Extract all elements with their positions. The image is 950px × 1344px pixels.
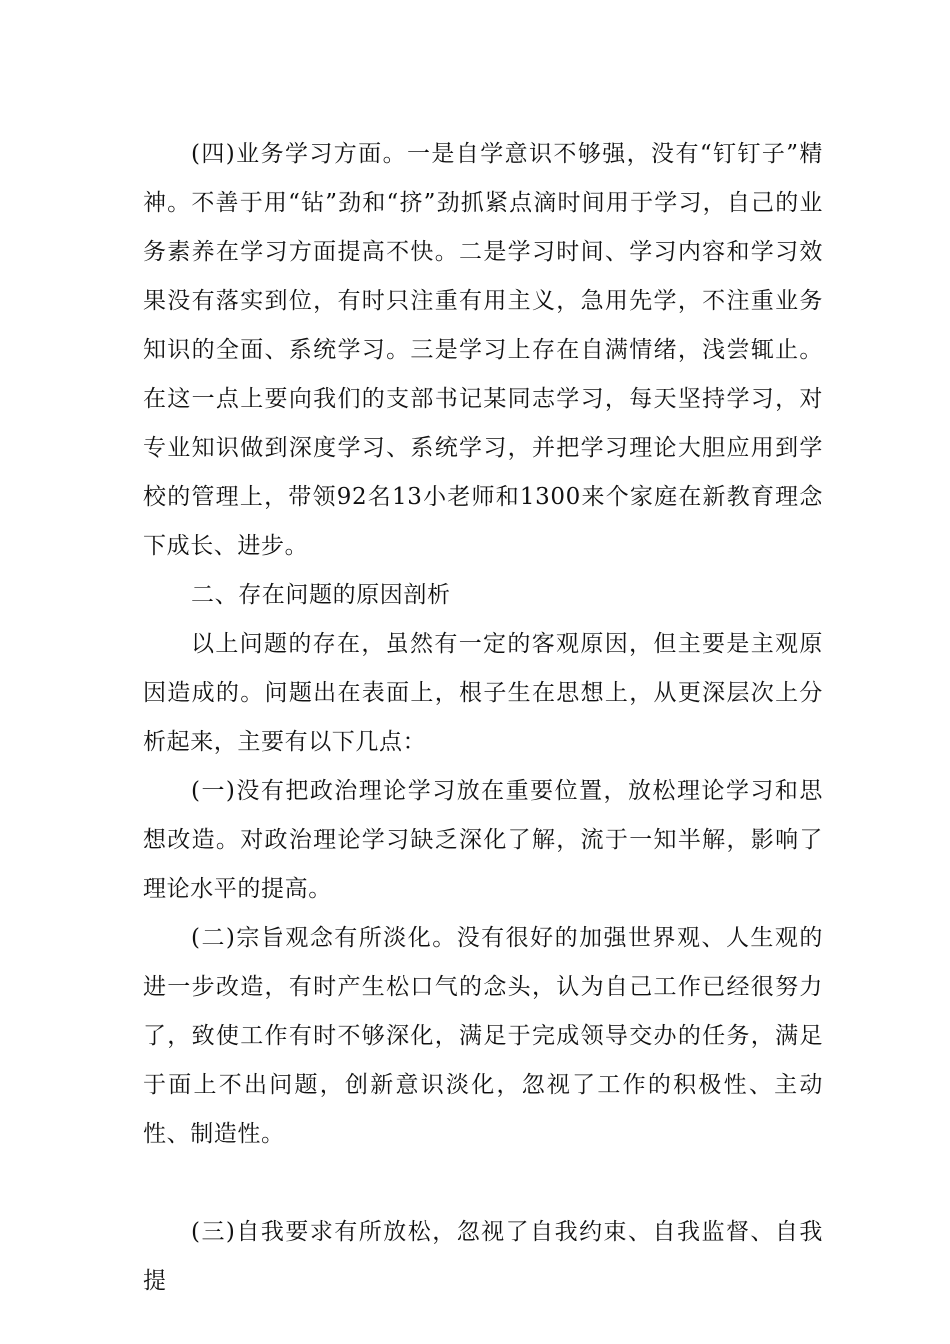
paragraph-cause-intro: 以上问题的存在，虽然有一定的客观原因，但主要是主观原因造成的。问题出在表面上，根子生在思想上，从更深层次上分析起来，主要有以下几点： <box>143 631 823 755</box>
document-body <box>143 130 823 1306</box>
section-heading-cause-analysis: 二、存在问题的原因剖析 <box>191 582 451 608</box>
paragraph-cause-1: (一)没有把政治理论学习放在重要位置，放松理论学习和思想改造。对政治理论学习缺乏深化了解，流于一知半解，影响了理论水平的提高。 <box>143 778 823 902</box>
paragraph-cause-2: (二)宗旨观念有所淡化。没有很好的加强世界观、人生观的进一步改造，有时产生松口气的念头，认为自己工作已经很努力了，致使工作有时不够深化，满足于完成领导交办的任务，满足于面上不出问题，创新意识淡化，忽视了工作的积极性、主动性、制造性。 <box>143 925 823 1147</box>
paragraph-cause-3: (三)自我要求有所放松，忽视了自我约束、自我监督、自我提 <box>143 1219 823 1294</box>
paragraph-business-study: (四)业务学习方面。一是自学意识不够强，没有“钉钉子”精神。不善于用“钻”劲和“挤”劲抓紧点滴时间用于学习，自己的业务素养在学习方面提高不快。二是学习时间、学习内容和学习效果没有落实到位，有时只注重有用主义，急用先学，不注重业务知识的全面、系统学习。三是学习上存在自满情绪，浅尝辄止。在这一点上要向我们的支部书记某同志学习，每天坚持学习，对专业知识做到深度学习、系统学习，并把学习理论大胆应用到学校的管理上，带领92名13小老师和1300来个家庭在新教育理念下成长、进步。 <box>143 141 823 559</box>
paragraph-spacer <box>143 1159 823 1208</box>
